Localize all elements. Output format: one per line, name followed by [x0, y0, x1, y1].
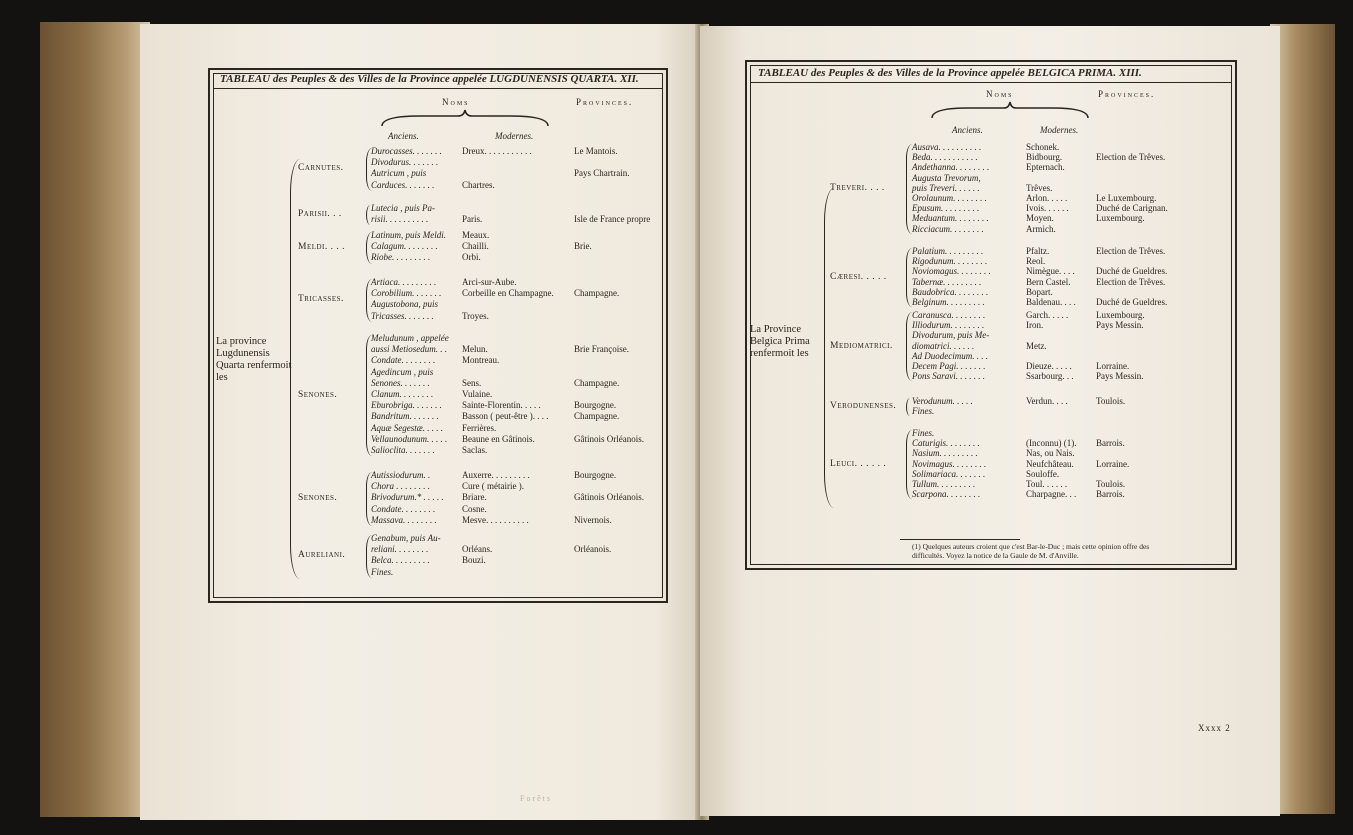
province-name: Duché de Gueldres.	[1096, 266, 1168, 277]
modern-name: Ivois. . . . . .	[1026, 203, 1069, 214]
ancient-name: Divodurus. . . . . . .	[371, 157, 439, 168]
ancient-name: Senones. . . . . . .	[371, 377, 430, 388]
people-name: Verodunenses.	[830, 401, 897, 412]
ancient-name: Meludunum , appelée	[371, 333, 449, 343]
province-name: Election de Trêves.	[1096, 276, 1166, 287]
modern-name: Orléans.	[462, 544, 493, 555]
modern-name: Mesve. . . . . . . . . .	[462, 514, 529, 525]
ancient-name: puis Treveri. . . . . .	[912, 182, 980, 193]
header-brace	[380, 108, 550, 130]
ancient-name: Augusta Trevorum,	[912, 172, 981, 183]
modern-name: Neufchâteau.	[1026, 458, 1074, 469]
ancient-name: Belginum. . . . . . . . .	[912, 297, 985, 307]
modern-name: Verdun. . . .	[1026, 396, 1068, 406]
ancient-name: Calagum. . . . . . . .	[371, 241, 438, 252]
left-region-label: La province Lugdunensis Quarta renfermoit les	[216, 336, 292, 384]
modern-name: Charpagne. . .	[1026, 489, 1077, 500]
header-provinces: Provinces.	[576, 97, 634, 107]
page-signature: Xxxx 2	[1198, 723, 1231, 733]
modern-name: Troyes.	[462, 310, 489, 321]
modern-name: Chailli.	[462, 241, 489, 252]
modern-name: Iron.	[1026, 320, 1044, 331]
footnote: (1) Quelques auteurs croient que c'est Bar-le-Duc ; mais cette opinion offre des difficultés. Voyez la notice de la Gaule de M. d'Anville.	[912, 542, 1150, 561]
modern-name: Epternach.	[1026, 162, 1065, 173]
ancient-name: Andethanna. . . . . . . .	[912, 162, 990, 173]
modern-name: Bopart.	[1026, 286, 1053, 297]
ancient-name: Novimagus. . . . . . . .	[912, 458, 987, 469]
modern-name: Garch. . . . .	[1026, 310, 1069, 320]
people-name: Senones.	[298, 493, 338, 503]
ancient-name: Ricciacum. . . . . . . .	[912, 223, 984, 234]
right-table-title: TABLEAU des Peuples & des Villes de la Province appelée BELGICA PRIMA. XIII.	[758, 67, 1142, 79]
modern-name: Toul. . . . . .	[1026, 479, 1068, 489]
ancient-name: Scarpona. . . . . . . .	[912, 489, 981, 500]
ancient-name: Decem Pagi. . . . . . .	[912, 361, 986, 371]
ancient-name: Illiodurum. . . . . . . .	[912, 320, 985, 331]
province-name: Duché de Carignan.	[1096, 203, 1168, 214]
right-region-label: La Province Belgica Prima renfermoit les	[750, 324, 810, 360]
header-noms: Noms	[986, 89, 1014, 99]
modern-name: Nas, ou Nais.	[1026, 448, 1075, 459]
ancient-name: Fines.	[371, 566, 394, 577]
province-name: Brie.	[574, 241, 592, 252]
modern-name: Ferrières.	[462, 422, 497, 433]
province-name: Lorraine.	[1096, 458, 1130, 469]
modern-name: Nimègue. . . .	[1026, 266, 1075, 277]
modern-name: Vulaine.	[462, 389, 493, 399]
province-name: Le Mantois.	[574, 146, 618, 156]
ancient-name: Artiaca. . . . . . . . .	[371, 277, 437, 287]
people-name: Parisii. . .	[298, 209, 342, 220]
modern-name: Ssarbourg. . .	[1026, 371, 1074, 382]
province-name: Duché de Gueldres.	[1096, 297, 1168, 307]
ancient-name: Tricasses. . . . . . .	[371, 310, 434, 321]
ancient-name: Massava. . . . . . . .	[371, 514, 437, 525]
left-table-title: TABLEAU des Peuples & des Villes de la Province appelée LUGDUNENSIS QUARTA. XII.	[220, 73, 639, 85]
modern-name: Cosne.	[462, 503, 487, 514]
modern-name: Beaune en Gâtinois.	[462, 433, 535, 444]
ancient-name: Corobilium. . . . . . .	[371, 288, 442, 299]
province-name: Bourgogne.	[574, 400, 617, 411]
modern-name: Moyen.	[1026, 213, 1054, 224]
modern-name: Paris.	[462, 214, 483, 225]
province-name: Toulois.	[1096, 479, 1126, 489]
province-name: Champagne.	[574, 411, 620, 422]
modern-name: Sainte-Florentin. . . . .	[462, 400, 541, 411]
province-name: Pays Messin.	[1096, 320, 1144, 331]
book-edge-left	[40, 22, 150, 817]
modern-name: Chartres.	[462, 179, 495, 190]
ancient-name: risii. . . . . . . . . .	[371, 214, 429, 225]
modern-name: Bern Castel.	[1026, 276, 1071, 287]
people-name: Carnutes.	[298, 163, 344, 174]
ancient-name: Tabernæ. . . . . . . . .	[912, 276, 982, 287]
modern-name: Arci-sur-Aube.	[462, 277, 517, 287]
ancient-name: Caturigis. . . . . . . .	[912, 438, 980, 449]
ancient-name: Carduces. . . . . . .	[371, 179, 435, 190]
province-name: Toulois.	[1096, 396, 1126, 406]
people-name: Meldi. . . .	[298, 241, 346, 252]
people-name: Aureliani.	[298, 550, 346, 561]
right-table-frame	[745, 60, 1237, 570]
modern-name: Baldenau. . . .	[1026, 297, 1076, 307]
province-name: Pays Chartrain.	[574, 168, 630, 179]
header-brace	[930, 100, 1090, 122]
right-page	[700, 26, 1280, 816]
header-anciens: Anciens.	[388, 131, 419, 141]
province-name: Lorraine.	[1096, 361, 1130, 371]
ancient-name: Caranusca. . . . . . . .	[912, 310, 986, 320]
ancient-name: Baudobrica. . . . . . . .	[912, 286, 989, 297]
modern-name: Montreau.	[462, 355, 500, 366]
modern-name: Bidbourg.	[1026, 152, 1063, 163]
modern-name: Armich.	[1026, 223, 1056, 234]
left-page	[140, 24, 700, 820]
ancient-name: Tullum. . . . . . . . .	[912, 479, 976, 489]
province-name: Barrois.	[1096, 438, 1125, 449]
ancient-name: Autricum , puis	[371, 168, 427, 179]
header-noms: Noms	[442, 97, 470, 107]
ancient-name: Orolaunum. . . . . . . .	[912, 193, 987, 203]
ancient-name: Augustobona, puis	[371, 299, 439, 310]
province-name: Isle de France propre	[574, 214, 651, 225]
people-name: Senones.	[298, 389, 338, 400]
province-name: Champagne.	[574, 288, 620, 299]
modern-name: Dreux. . . . . . . . . . .	[462, 146, 532, 156]
ancient-name: Clanum. . . . . . . .	[371, 389, 434, 399]
province-name: Orléanois.	[574, 544, 612, 555]
ancient-name: Noviomagus. . . . . . . .	[912, 266, 991, 277]
province-name: Luxembourg.	[1096, 310, 1145, 320]
ancient-name: Agedincum , puis	[371, 366, 434, 377]
ancient-name: Riobe. . . . . . . . .	[371, 252, 431, 263]
modern-name: Bouzi.	[462, 555, 486, 566]
ancient-name: reliani. . . . . . . .	[371, 544, 429, 555]
modern-name: Metz.	[1026, 340, 1047, 351]
ancient-name: Epusum. . . . . . . . .	[912, 203, 980, 214]
modern-name: Meaux.	[462, 230, 490, 240]
header-modernes: Modernes.	[495, 131, 534, 141]
modern-name: Schonek.	[1026, 142, 1060, 152]
modern-name: Auxerre. . . . . . . . .	[462, 470, 530, 480]
ancient-name: Bandritum. . . . . . .	[371, 411, 439, 422]
ancient-name: Rigodunum. . . . . . . .	[912, 256, 988, 267]
modern-name: Dieuze. . . . .	[1026, 361, 1072, 371]
province-name: Nivernois.	[574, 514, 612, 525]
ancient-name: Chora . . . . . . . .	[371, 481, 431, 492]
ancient-name: Condate. . . . . . . .	[371, 355, 436, 366]
ancient-name: Ausava. . . . . . . . . .	[912, 142, 982, 152]
modern-name: Sens.	[462, 377, 482, 388]
ancient-name: Solimariaca. . . . . . .	[912, 468, 986, 479]
people-name: Treveri. . . .	[830, 182, 885, 193]
ancient-name: Brivodurum.* . . . . .	[371, 492, 444, 503]
ancient-name: Belca. . . . . . . . .	[371, 555, 430, 566]
people-name: Mediomatrici.	[830, 340, 893, 351]
province-name: Brie Françoise.	[574, 344, 629, 355]
modern-name: Melun.	[462, 344, 488, 355]
region-brace	[290, 159, 300, 579]
modern-name: Saclas.	[462, 445, 488, 455]
ancient-name: Lutecia , puis Pa-	[371, 203, 435, 213]
modern-name: Corbeille en Champagne.	[462, 288, 554, 299]
modern-name: (Inconnu) (1).	[1026, 438, 1077, 449]
ancient-name: Genabum, puis Au-	[371, 533, 441, 543]
ancient-name: Ad Duodecimum. . . .	[912, 350, 988, 361]
ancient-name: Nasium. . . . . . . . .	[912, 448, 978, 459]
ancient-name: Palatium. . . . . . . . .	[912, 246, 984, 256]
people-name: Leuci. . . . . .	[830, 458, 887, 469]
province-name: Gâtinois Orléanois.	[574, 433, 644, 444]
ancient-name: Fines.	[912, 428, 935, 438]
ancient-name: Salioclita. . . . . . .	[371, 445, 435, 455]
ancient-name: Beda. . . . . . . . . . .	[912, 152, 978, 163]
ancient-name: Meduantum. . . . . . . .	[912, 213, 989, 224]
ancient-name: Autissiodurum. .	[371, 470, 431, 480]
modern-name: Souloffe.	[1026, 468, 1060, 479]
modern-name: Pfaltz.	[1026, 246, 1050, 256]
province-name: Bourgogne.	[574, 470, 617, 480]
ancient-name: Durocasses. . . . . . .	[371, 146, 442, 156]
modern-name: Trêves.	[1026, 182, 1053, 193]
bleed-through-text: Forêts	[520, 794, 552, 803]
province-name: Barrois.	[1096, 489, 1125, 500]
ancient-name: Fines.	[912, 406, 935, 417]
ancient-name: Divodurum, puis Me-	[912, 330, 990, 341]
ancient-name: aussi Metiosedum. . .	[371, 344, 447, 355]
ancient-name: Verodunum. . . . .	[912, 396, 973, 406]
ancient-name: diomatrici. . . . . .	[912, 340, 975, 351]
header-modernes: Modernes.	[1040, 125, 1079, 135]
people-name: Cæresi. . . . .	[830, 271, 887, 282]
ancient-name: Latinum, puis Meldi.	[371, 230, 447, 240]
province-name: Le Luxembourg.	[1096, 193, 1157, 203]
province-name: Gâtinois Orléanois.	[574, 492, 644, 503]
province-name: Pays Messin.	[1096, 371, 1144, 382]
province-name: Election de Trêves.	[1096, 152, 1166, 163]
province-name: Election de Trêves.	[1096, 246, 1166, 256]
ancient-name: Vellaunodunum. . . . .	[371, 433, 448, 444]
modern-name: Basson ( peut-être ). . . .	[462, 411, 549, 422]
modern-name: Cure ( métairie ).	[462, 481, 524, 492]
province-name: Champagne.	[574, 377, 620, 388]
province-name: Luxembourg.	[1096, 213, 1145, 224]
people-name: Tricasses.	[298, 294, 344, 305]
modern-name: Reol.	[1026, 256, 1046, 267]
header-provinces: Provinces.	[1098, 89, 1156, 99]
modern-name: Orbi.	[462, 252, 481, 263]
ancient-name: Condate. . . . . . . .	[371, 503, 436, 514]
ancient-name: Pons Saravi. . . . . . .	[912, 371, 985, 382]
ancient-name: Eburobriga. . . . . . .	[371, 400, 442, 411]
modern-name: Briare.	[462, 492, 487, 503]
ancient-name: Aquæ Segestæ. . . . .	[371, 422, 443, 433]
header-anciens: Anciens.	[952, 125, 983, 135]
modern-name: Arlon. . . . .	[1026, 193, 1068, 203]
